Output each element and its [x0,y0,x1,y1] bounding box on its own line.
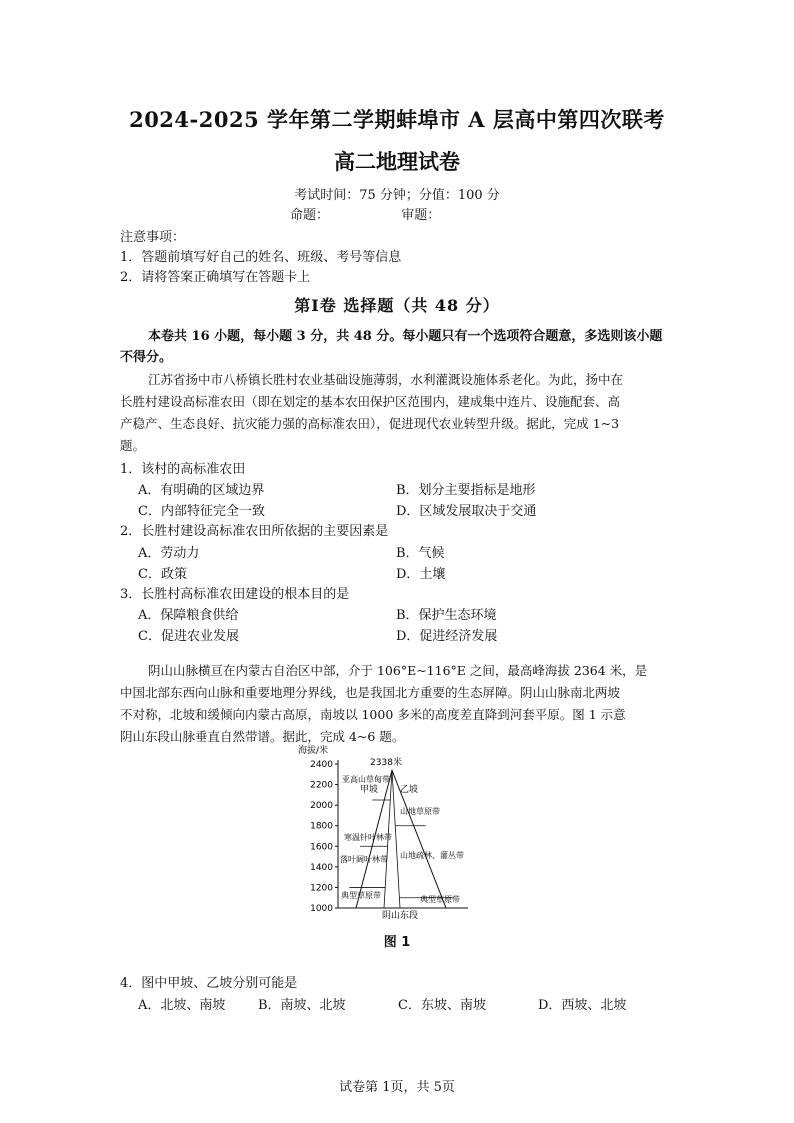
question-1-stem: 1．该村的高标准农田 [120,462,246,477]
right-zone-label: 典型草原带 [420,895,460,904]
passage2-line: 阴山东段山脉垂直自然带谱。据此，完成 4~6 题。 [120,729,405,744]
y-tick-label: 1800 [310,821,333,832]
slope-divider [392,770,400,908]
q2-option-c: C．政策 [138,567,187,582]
y-tick-label: 1200 [310,883,333,894]
y-tick-label: 2200 [310,780,333,791]
passage2-line: 不对称，北坡和缓倾向内蒙古高原，南坡以 1000 多米的高度差直降到河套平原。图 1 示意 [120,707,626,722]
y-tick-label: 1400 [310,862,333,873]
q3-option-c: C．促进农业发展 [138,629,239,644]
x-axis-label: 阴山东段 [381,911,419,920]
reviewer-label: 审题： [401,208,441,223]
y-tick-label: 1600 [310,842,333,853]
note-item: 1．答题前填写好自己的姓名、班级、考号等信息 [120,250,402,265]
q2-option-a: A．劳动力 [138,546,200,561]
figure-1 [296,744,476,920]
q3-option-a: A．保障粮食供给 [138,608,239,623]
y-axis-label: 海拔/米 [298,746,329,756]
passage2-line: 中国北部东西向山脉和重要地理分界线，也是我国北方重要的生态屏障。阴山山脉南北两坡 [120,685,621,700]
left-slope-label: 甲坡 [360,785,379,795]
question-4-stem: 4．图中甲坡、乙坡分别可能是 [120,976,298,991]
left-zone-label: 寒温针叶林带 [344,833,392,842]
q4-option-b: B．南坡、北坡 [258,998,346,1013]
q2-option-b: B．气候 [396,546,445,561]
y-tick-label: 2000 [310,801,333,812]
page-footer: 试卷第 1页，共 5页 [339,1080,455,1095]
notes-heading: 注意事项： [120,230,186,245]
passage2-line: 阴山山脉横亘在内蒙古自治区中部，介于 106°E~116°E 之间，最高峰海拔 2364 米，是 [148,663,648,678]
y-tick-label: 2400 [310,760,333,770]
exam-info: 考试时间：75 分钟；分值：100 分 [294,188,500,203]
q4-option-a: A．北坡、南坡 [138,998,226,1013]
passage1-line: 产稳产、生态良好、抗灾能力强的高标准农田），促进现代农业转型升级。据此，完成 1~3 [120,416,620,431]
q4-option-c: C．东坡、南坡 [398,998,486,1013]
left-zone-label: 典型草原带 [341,891,381,900]
passage1-line: 江苏省扬中市八桥镇长胜村农业基础设施薄弱，水利灌溉设施体系老化。为此，扬中在 [148,372,624,387]
question-3-stem: 3．长胜村高标准农田建设的根本目的是 [120,587,350,602]
section-title: 第Ⅰ卷 选择题（共 48 分） [294,296,500,315]
right-slope-label: 乙坡 [400,785,419,795]
passage1-line: 题。 [120,438,146,453]
q4-option-d: D．西坡、北坡 [538,998,627,1013]
right-zone-label: 山地疏林、灌丛带 [400,851,464,860]
q3-option-b: B．保护生态环境 [396,608,497,623]
section-instructions-cont: 不得分。 [120,350,173,365]
q1-option-c: C．内部特征完全一致 [138,504,265,519]
author-reviewer-line [290,204,440,223]
q1-option-d: D．区域发展取决于交通 [396,504,537,519]
q1-option-a: A．有明确的区域边界 [138,483,265,498]
question-2-stem: 2．长胜村建设高标准农田所依据的主要因素是 [120,524,389,539]
passage1-line: 长胜村建设高标准农田（即在划定的基本农田保护区范围内，建成集中连片、设施配套、高 [120,394,621,409]
right-zone-label: 山地草原带 [400,807,440,816]
figure-caption: 图 1 [383,935,411,950]
vertical-zone-diagram [296,744,476,920]
y-tick-label: 1000 [310,904,333,914]
y-ticks [310,760,338,914]
section-instructions: 本卷共 16 小题，每小题 3 分，共 48 分。每小题只有一个选项符合题意，多选则该小题 [148,329,663,344]
note-item: 2．请将答案正确填写在答题卡上 [120,270,311,285]
left-zone-label: 亚高山草甸带 [342,775,390,784]
left-zone-label: 落叶阔叶林带 [340,855,388,864]
q3-option-d: D．促进经济发展 [396,629,498,644]
q1-option-b: B．划分主要指标是地形 [396,483,536,498]
author-label: 命题： [290,208,330,223]
exam-subtitle: 高二地理试卷 [334,149,460,174]
peak-label: 2338米 [370,758,402,768]
exam-title: 2024-2025 学年第二学期蚌埠市 A 层高中第四次联考 [129,107,665,132]
q2-option-d: D．土壤 [396,567,446,582]
